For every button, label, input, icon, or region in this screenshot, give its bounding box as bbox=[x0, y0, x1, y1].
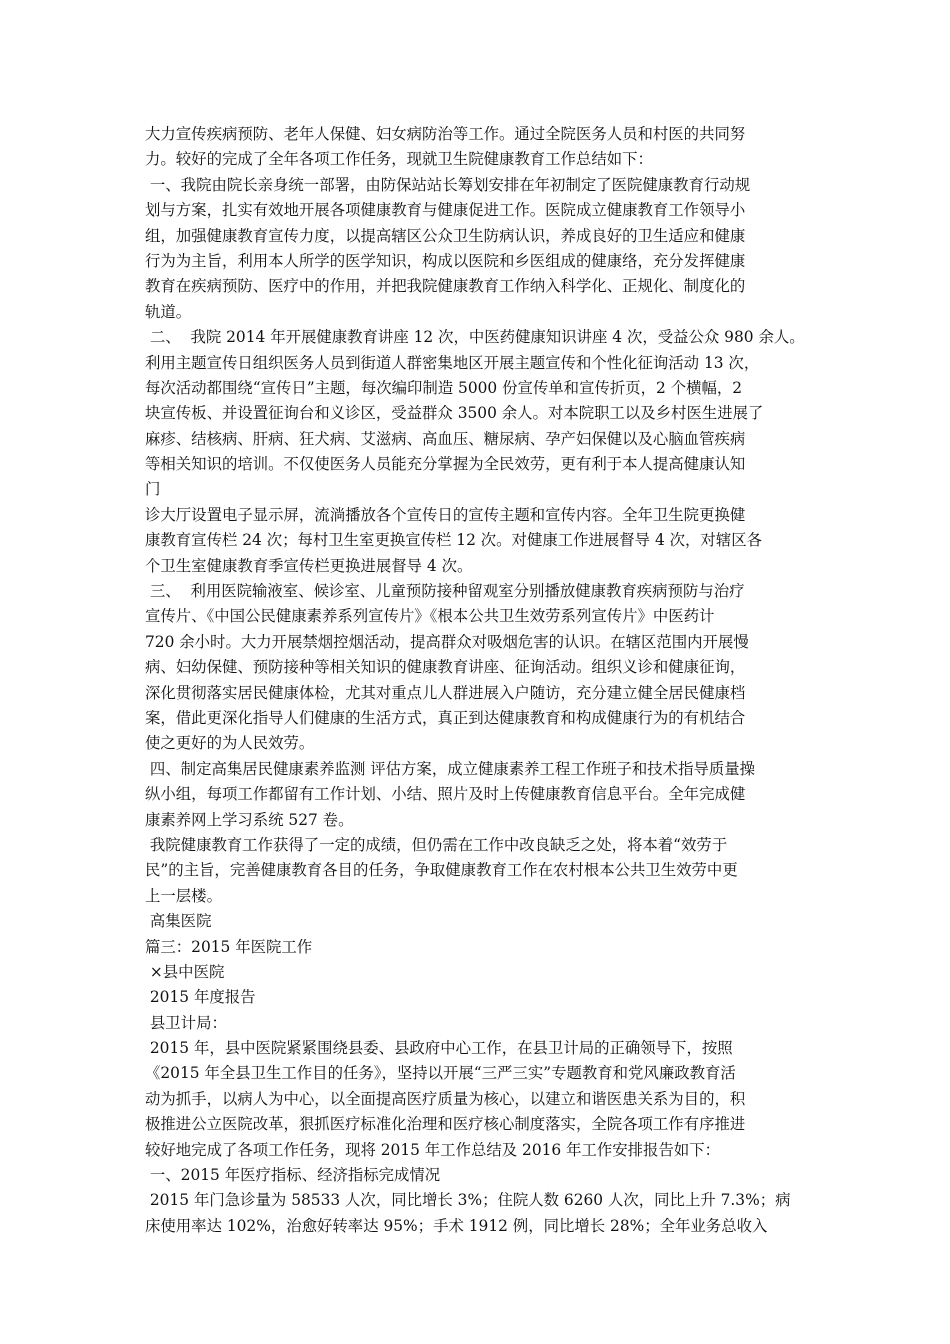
text-line: 每次活动都围绕“宣传日”主题，每次编印制造 5000 份宣传单和宣传折页，2 个横幅，2 bbox=[145, 378, 743, 397]
text-line: 病、妇幼保健、预防接种等相关知识的健康教育讲座、征询活动。组织义诊和健康征询， bbox=[145, 658, 746, 677]
organization-name: ×县中医院 bbox=[145, 962, 225, 981]
text-line: 三、 利用医院输液室、候诊室、儿童预防接种留观室分别播放健康教育疾病预防与治疗 bbox=[145, 582, 745, 601]
text-line: 门 bbox=[145, 480, 161, 499]
text-line: 上一层楼。 bbox=[145, 886, 222, 905]
signature-line: 高集医院 bbox=[145, 912, 212, 931]
subsection-heading: 一、2015 年医疗指标、经济指标完成情况 bbox=[145, 1166, 441, 1185]
text-line: 诊大厅设置电子显示屏，流淌播放各个宣传日的宣传主题和宣传内容。全年卫生院更换健 bbox=[145, 505, 746, 524]
text-line: 我院健康教育工作获得了一定的成绩，但仍需在工作中改良缺乏之处，将本着“效劳于 bbox=[145, 835, 728, 854]
text-line: 较好地完成了各项工作任务，现将 2015 年工作总结及 2016 年工作安排报告如下： bbox=[145, 1140, 721, 1159]
text-line: 轨道。 bbox=[145, 302, 192, 321]
text-line: 2015 年门急诊量为 58533 人次，同比增长 3%；住院人数 6260 人次，同比上升 7.3%；病 bbox=[145, 1191, 791, 1210]
report-title: 2015 年度报告 bbox=[145, 988, 256, 1007]
text-line: 动为抓手，以病人为中心，以全面提高医疗质量为核心，以建立和谐医患关系为目的，积 bbox=[145, 1089, 746, 1108]
text-line: 组，加强健康教育宣传力度，以提高辖区公众卫生防病认识，养成良好的卫生适应和健康 bbox=[145, 226, 746, 245]
text-line: 行为为主旨，利用本人所学的医学知识，构成以医院和乡医组成的健康络，充分发挥健康 bbox=[145, 251, 746, 270]
text-line: 康素养网上学习系统 527 卷。 bbox=[145, 810, 354, 829]
text-line: 深化贯彻落实居民健康体检，尤其对重点儿人群进展入户随访，充分建立健全居民健康档 bbox=[145, 683, 746, 702]
section-heading: 篇三：2015 年医院工作 bbox=[145, 937, 313, 956]
text-line: 个卫生室健康教育季宣传栏更换进展督导 4 次。 bbox=[145, 556, 473, 575]
text-line: 等相关知识的培训。不仅使医务人员能充分掌握为全民效劳，更有利于本人提高健康认知 bbox=[145, 455, 746, 474]
text-line: 利用主题宣传日组织医务人员到街道人群密集地区开展主题宣传和个性化征询活动 13 次， bbox=[145, 353, 760, 372]
text-line: 麻疹、结核病、肝病、狂犬病、艾滋病、高血压、糖尿病、孕产妇保健以及心脑血管疾病 bbox=[145, 429, 746, 448]
text-line: 康教育宣传栏 24 次；每村卫生室更换宣传栏 12 次。对健康工作进展督导 4 次，对辖区各 bbox=[145, 531, 762, 550]
text-line: 划与方案，扎实有效地开展各项健康教育与健康促进工作。医院成立健康教育工作领导小 bbox=[145, 201, 746, 220]
text-line: 2015 年，县中医院紧紧围绕县委、县政府中心工作，在县卫计局的正确领导下，按照 bbox=[145, 1039, 733, 1058]
text-line: 使之更好的为人民效劳。 bbox=[145, 734, 315, 753]
addressee: 县卫计局： bbox=[145, 1013, 227, 1032]
text-line: 块宣传板、并设置征询台和义诊区，受益群众 3500 余人。对本院职工以及乡村医生进展了 bbox=[145, 404, 764, 423]
text-line: 《2015 年全县卫生工作目的任务》，坚持以开展“三严三实”专题教育和党风廉政教育活 bbox=[145, 1064, 736, 1083]
text-line: 四、制定高集居民健康素养监测 评估方案，成立健康素养工程工作班子和技术指导质量操 bbox=[145, 759, 756, 778]
text-line: 720 余小时。大力开展禁烟控烟活动，提高群众对吸烟危害的认识。在辖区范围内开展慢 bbox=[145, 632, 749, 651]
text-line: 教育在疾病预防、医疗中的作用，并把我院健康教育工作纳入科学化、正规化、制度化的 bbox=[145, 277, 746, 296]
text-line: 宣传片、《中国公民健康素养系列宣传片》《根本公共卫生效劳系列宣传片》中医药计 bbox=[145, 607, 715, 626]
text-line: 民”的主旨，完善健康教育各目的任务，争取健康教育工作在农村根本公共卫生效劳中更 bbox=[145, 861, 738, 880]
text-line: 极推进公立医院改革，狠抓医疗标准化治理和医疗核心制度落实，全院各项工作有序推进 bbox=[145, 1115, 746, 1134]
text-line: 案，借此更深化指导人们健康的生活方式，真正到达健康教育和构成健康行为的有机结合 bbox=[145, 708, 746, 727]
text-line: 力。较好的完成了全年各项工作任务，现就卫生院健康教育工作总结如下： bbox=[145, 150, 653, 169]
text-line: 大力宣传疾病预防、老年人保健、妇女病防治等工作。通过全院医务人员和村医的共同努 bbox=[145, 125, 746, 143]
text-line: 一、我院由院长亲身统一部署，由防保站站长筹划安排在年初制定了医院健康教育行动规 bbox=[145, 175, 751, 194]
text-line: 床使用率达 102%，治愈好转率达 95%；手术 1912 例，同比增长 28%；全年业务总收入 bbox=[145, 1216, 768, 1235]
document-body bbox=[145, 122, 825, 1239]
text-line: 二、 我院 2014 年开展健康教育讲座 12 次，中医药健康知识讲座 4 次，受益公众 980 余人。 bbox=[145, 328, 805, 347]
text-line: 纵小组，每项工作都留有工作计划、小结、照片及时上传健康教育信息平台。全年完成健 bbox=[145, 785, 746, 804]
